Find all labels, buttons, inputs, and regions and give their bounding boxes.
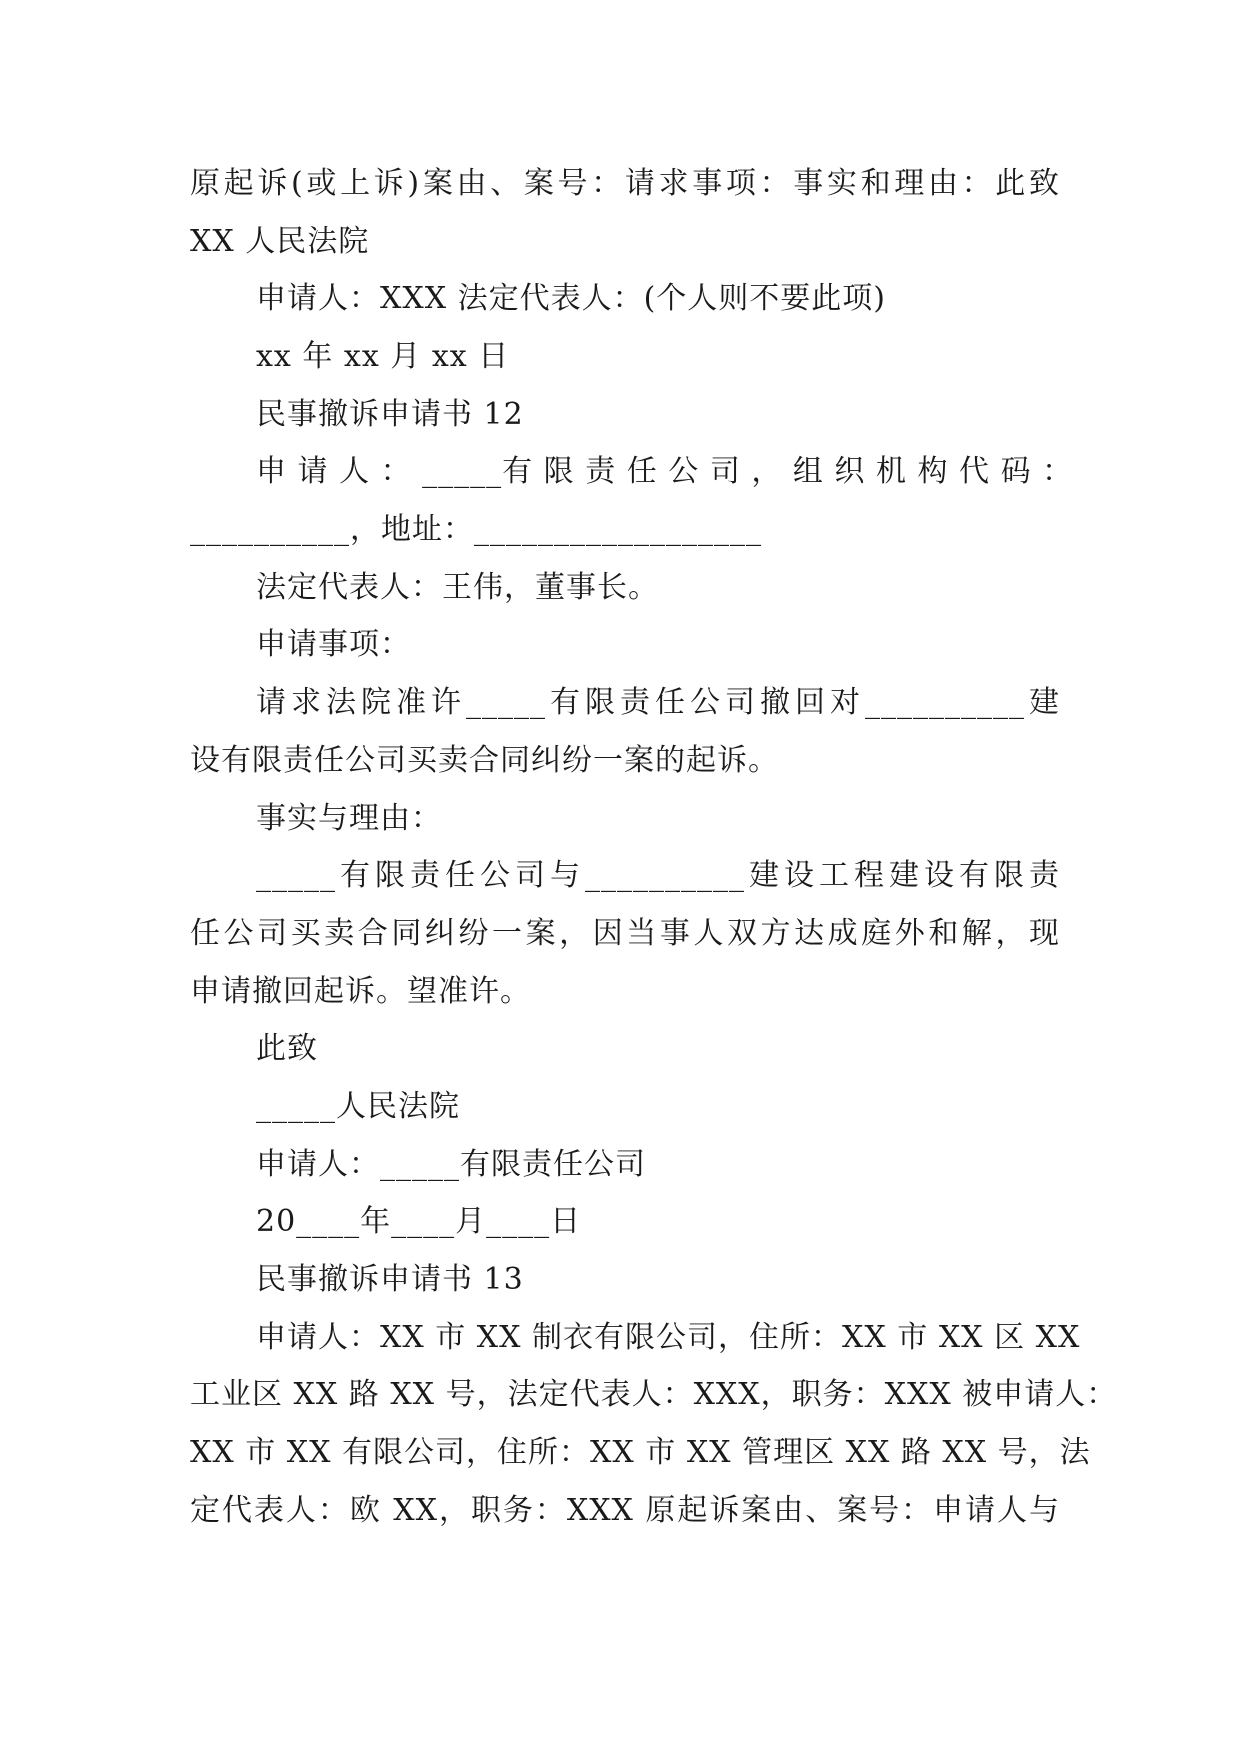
body-text-line: XX 人民法院 (190, 224, 370, 259)
section-title: 民事撤诉申请书 12 (256, 397, 524, 432)
court-line: _____人民法院 (256, 1089, 460, 1124)
applicant-line: 申 请 人 ： _____有 限 责 任 公 司 ， 组 织 机 构 代 码 ： (256, 454, 1074, 489)
section-heading: 申请事项： (256, 627, 411, 662)
date-line: xx 年 xx 月 xx 日 (256, 339, 510, 374)
applicant-line: 申请人：XXX 法定代表人：(个人则不要此项) (256, 281, 887, 316)
section-title: 民事撤诉申请书 13 (256, 1262, 524, 1297)
body-text-line: 申请撤回起诉。望准许。 (190, 974, 531, 1009)
date-line: 20____年____月____日 (256, 1204, 582, 1239)
body-text-line: 设有限责任公司买卖合同纠纷一案的起诉。 (190, 743, 779, 778)
body-text-line: 定代表人：欧 XX，职务：XXX 原起诉案由、案号：申请人与 (190, 1493, 1060, 1528)
body-text-line: 任公司买卖合同纠纷一案，因当事人双方达成庭外和解，现 (190, 916, 1060, 951)
body-text-line: 请求法院准许_____有限责任公司撤回对__________建 (256, 685, 1060, 720)
body-text-line: 工业区 XX 路 XX 号，法定代表人：XXX，职务：XXX 被申请人： (190, 1377, 1118, 1412)
body-text-line: 原起诉(或上诉)案由、案号：请求事项：事实和理由：此致 (190, 166, 1060, 201)
body-text-line: __________，地址：__________________ (190, 512, 762, 547)
legal-representative-line: 法定代表人：王伟，董事长。 (256, 570, 659, 605)
body-text-line: 申请人：XX 市 XX 制衣有限公司，住所：XX 市 XX 区 XX (256, 1320, 1081, 1355)
section-heading: 事实与理由： (256, 801, 442, 836)
closing-line: 此致 (256, 1031, 318, 1066)
body-text-line: _____有限责任公司与__________建设工程建设有限责 (256, 858, 1060, 893)
applicant-line: 申请人：_____有限责任公司 (256, 1147, 646, 1182)
body-text-line: XX 市 XX 有限公司，住所：XX 市 XX 管理区 XX 路 XX 号，法 (190, 1435, 1091, 1470)
